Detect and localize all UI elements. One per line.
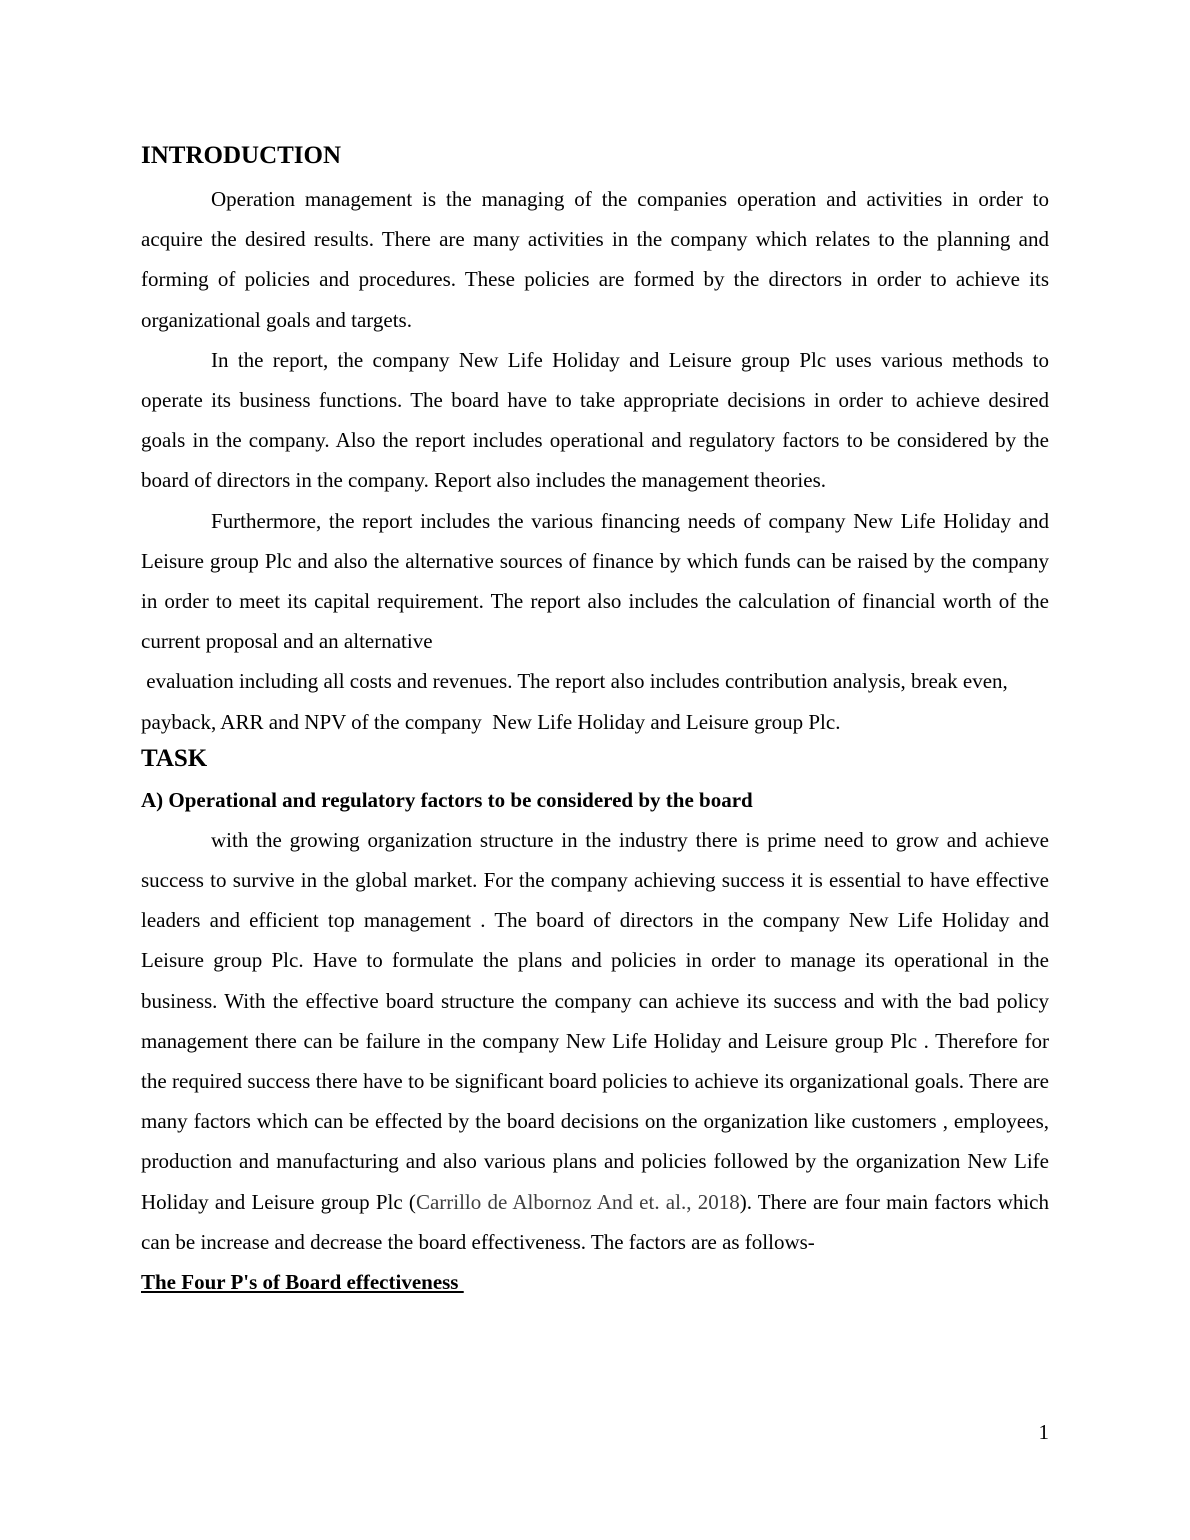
task-a-text-end: ). There are four main factors which can be increase and decrease the board effectiveness. The factors are as follows- [141, 1189, 1049, 1254]
task-a-paragraph [141, 820, 1049, 1262]
citation: Carrillo de Albornoz And et. al., 2018 [415, 1189, 740, 1214]
intro-paragraph-2: In the report, the company New Life Holiday and Leisure group Plc uses various methods to operate its business functions. The board have to take appropriate decisions in order to achieve desired goals in the company. Also the report includes operational and regulatory factors to be considered by the board of directors in the company. Report also includes the management theories. [141, 347, 1049, 493]
page-number: 1 [1038, 1420, 1049, 1444]
four-ps-heading-text: The Four P's of Board effectiveness [141, 1270, 464, 1295]
intro-paragraph-3-continued: evaluation including all costs and revenues. The report also includes contribution analysis, break even, payback, ARR and NPV of the company New Life Holiday and Leisure group Plc. [141, 669, 1014, 734]
intro-paragraph-1: Operation management is the managing of the companies operation and activities in order to acquire the desired results. There are many activities in the company which relates to the planning and forming of policies and procedures. These policies are formed by the directors in order to achieve its organizational goals and targets. [141, 187, 1049, 332]
four-ps-heading [141, 1262, 1049, 1302]
task-a-subheading: A) Operational and regulatory factors to be considered by the board [141, 787, 753, 812]
task-a-text-start: with the growing organization structure in the industry there is prime need to grow and achieve success to survive in the global market. For the company achieving success it is essential to have effective leaders and efficient top management . The board of directors in the company New Life Holiday and Leisure group Plc. Have to formulate the plans and policies in order to manage its operational in the business. With the effective board structure the company can achieve its success and with the bad policy management there can be failure in the company New Life Holiday and Leisure group Plc . Therefore for the required success there have to be significant board policies to achieve its organizational goals. There are many factors which can be effected by the board decisions on the organization like customers , employees, production and manufacturing and also various plans and policies followed by the organization New Life Holiday and Leisure group Plc ( [141, 827, 1049, 1214]
task-heading: TASK [141, 744, 208, 772]
document-page [141, 139, 1049, 1302]
intro-paragraph-3: Furthermore, the report includes the various financing needs of company New Life Holiday and Leisure group Plc and also the alternative sources of finance by which funds can be raised by the company in order to meet its capital requirement. The report also includes the calculation of financial worth of the current proposal and an alternative [141, 508, 1049, 654]
introduction-heading: INTRODUCTION [141, 142, 342, 169]
